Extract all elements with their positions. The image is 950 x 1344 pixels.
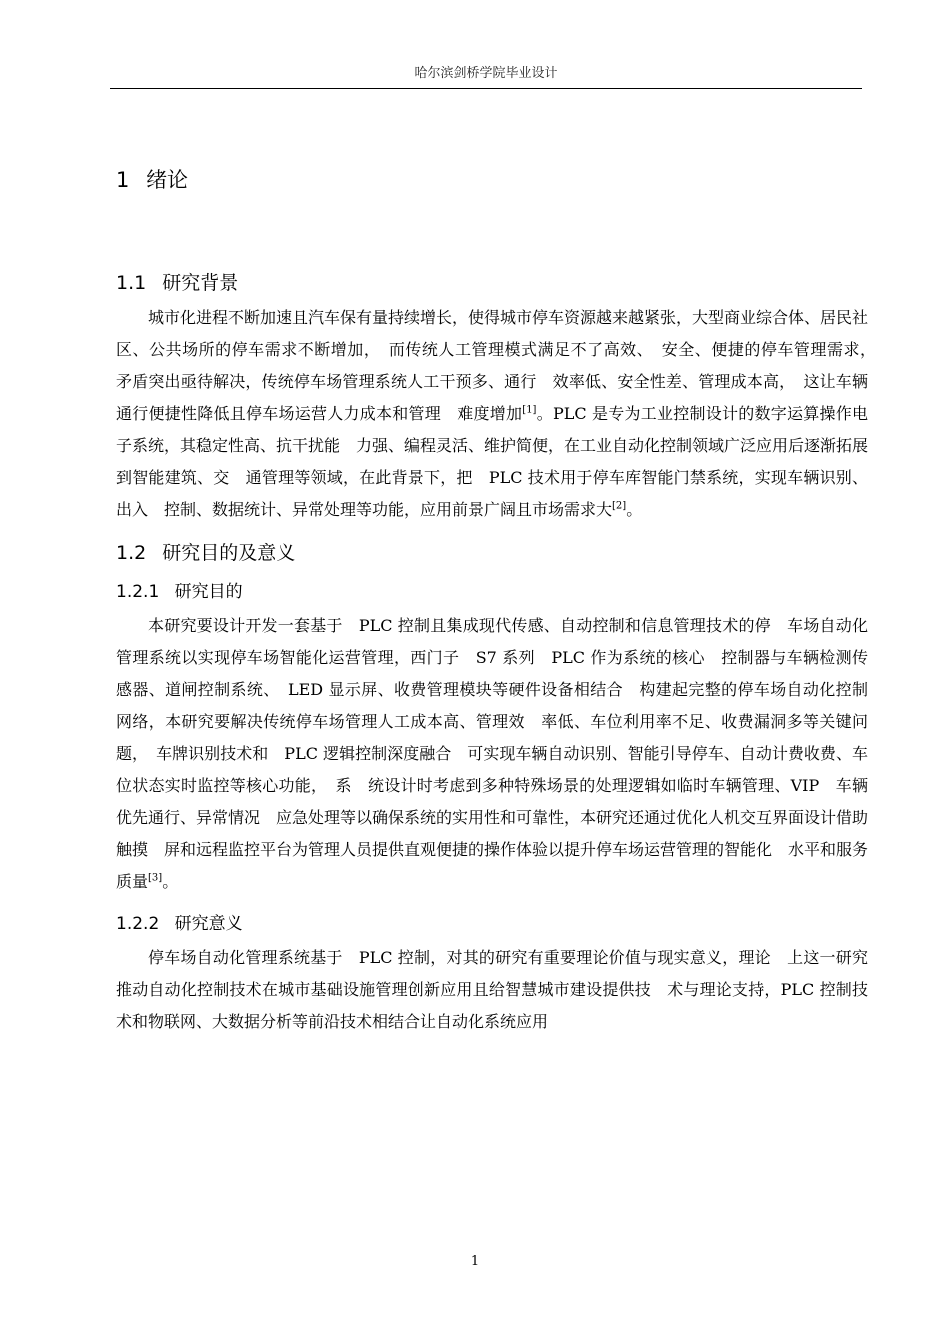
page-number: 1 xyxy=(470,1254,480,1269)
citation-2: [2] xyxy=(612,500,627,512)
paragraph-text: 。 xyxy=(162,872,179,891)
section-title: 研究背景 xyxy=(162,272,239,294)
paragraph-text: 。 xyxy=(626,500,643,519)
citation-1: [1] xyxy=(522,404,537,416)
chapter-number: 1 xyxy=(116,168,130,192)
document-body xyxy=(116,160,885,1046)
subsection-title: 研究意义 xyxy=(174,914,243,934)
paragraph-background xyxy=(116,302,885,526)
subsection-title: 研究目的 xyxy=(174,582,243,602)
paragraph-text: 城市化进程不断加速且汽车保有量持续增长，使得城市停车资源越来越紧张，大型商业综合体、居民社区、公共场所的停车需求不断增加， 而传统人工管理模式满足不了高效、 安全、便捷的停车管理需求， 矛盾突出亟待解决，传统停车场管理系统人工干预多、通行 效率低、安全性差、管理成本高， 这让车辆通行便捷性降低且停车场运营人力成本和管理 难度增加 xyxy=(116,308,885,423)
subsection-heading-purpose xyxy=(116,574,868,610)
header-rule xyxy=(110,88,862,89)
subsection-number: 1.2.2 xyxy=(116,914,160,934)
paragraph-text: 。PLC 是专为工业控制设计的数字运算操作电子系统，其稳定性高、抗干扰能 力强、编程灵活、维护简便，在工业自动化控制领域广泛应用后逐渐拓展到智能建筑、交 通管理等领域，在此背景下，把 PLC 技术用于停车库智能门禁系统，实现车辆识别、出入 控制、数据统计、异常处理等功能，应用前景广阔且市场需求大 xyxy=(116,404,869,519)
section-heading-background xyxy=(116,264,868,302)
paragraph-text: 本研究要设计开发一套基于 PLC 控制且集成现代传感、自动控制和信息管理技术的停 车场自动化管理系统以实现停车场智能化运营管理，西门子 S7 系列 PLC 作为系统的核心 控制器与车辆检测传感器、道闸控制系统、 LED 显示屏、收费管理模块等硬件设备相结合 构建起完整的停车场自动化控制网络，本研究要解决传统停车场管理人工成本高、管理效 率低、车位利用率不足、收费漏洞多等关键问题， 车牌识别技术和 PLC 逻辑控制深度融合 可实现车辆自动识别、智能引导停车、自动计费收费、车位状态实时监控等核心功能， 系 统设计时考虑到多种特殊场景的处理逻辑如临时车辆管理、VIP 车辆优先通行、异常情况 应急处理等以确保系统的实用性和可靠性，本研究还通过优化人机交互界面设计借助触摸 屏和远程监控平台为管理人员提供直观便捷的操作体验以提升停车场运营管理的智能化 水平和服务质量 xyxy=(116,616,869,891)
subsection-number: 1.2.1 xyxy=(116,582,160,602)
page-header: 哈尔滨剑桥学院毕业设计 xyxy=(414,66,558,81)
chapter-heading xyxy=(116,160,868,200)
chapter-title: 绪论 xyxy=(146,168,189,192)
section-title: 研究目的及意义 xyxy=(162,542,296,564)
subsection-heading-significance xyxy=(116,906,868,942)
citation-3: [3] xyxy=(148,872,163,884)
section-heading-purpose-significance xyxy=(116,534,868,572)
paragraph-significance: 停车场自动化管理系统基于 PLC 控制，对其的研究有重要理论价值与现实意义，理论 上这一研究推动自动化控制技术在城市基础设施管理创新应用且给智慧城市建设提供技 术与理论支持，PLC 控制技术和物联网、大数据分析等前沿技术相结合让自动化系统应用 xyxy=(116,948,868,1031)
section-number: 1.2 xyxy=(116,542,147,564)
paragraph-purpose xyxy=(116,610,868,898)
section-number: 1.1 xyxy=(116,272,147,294)
